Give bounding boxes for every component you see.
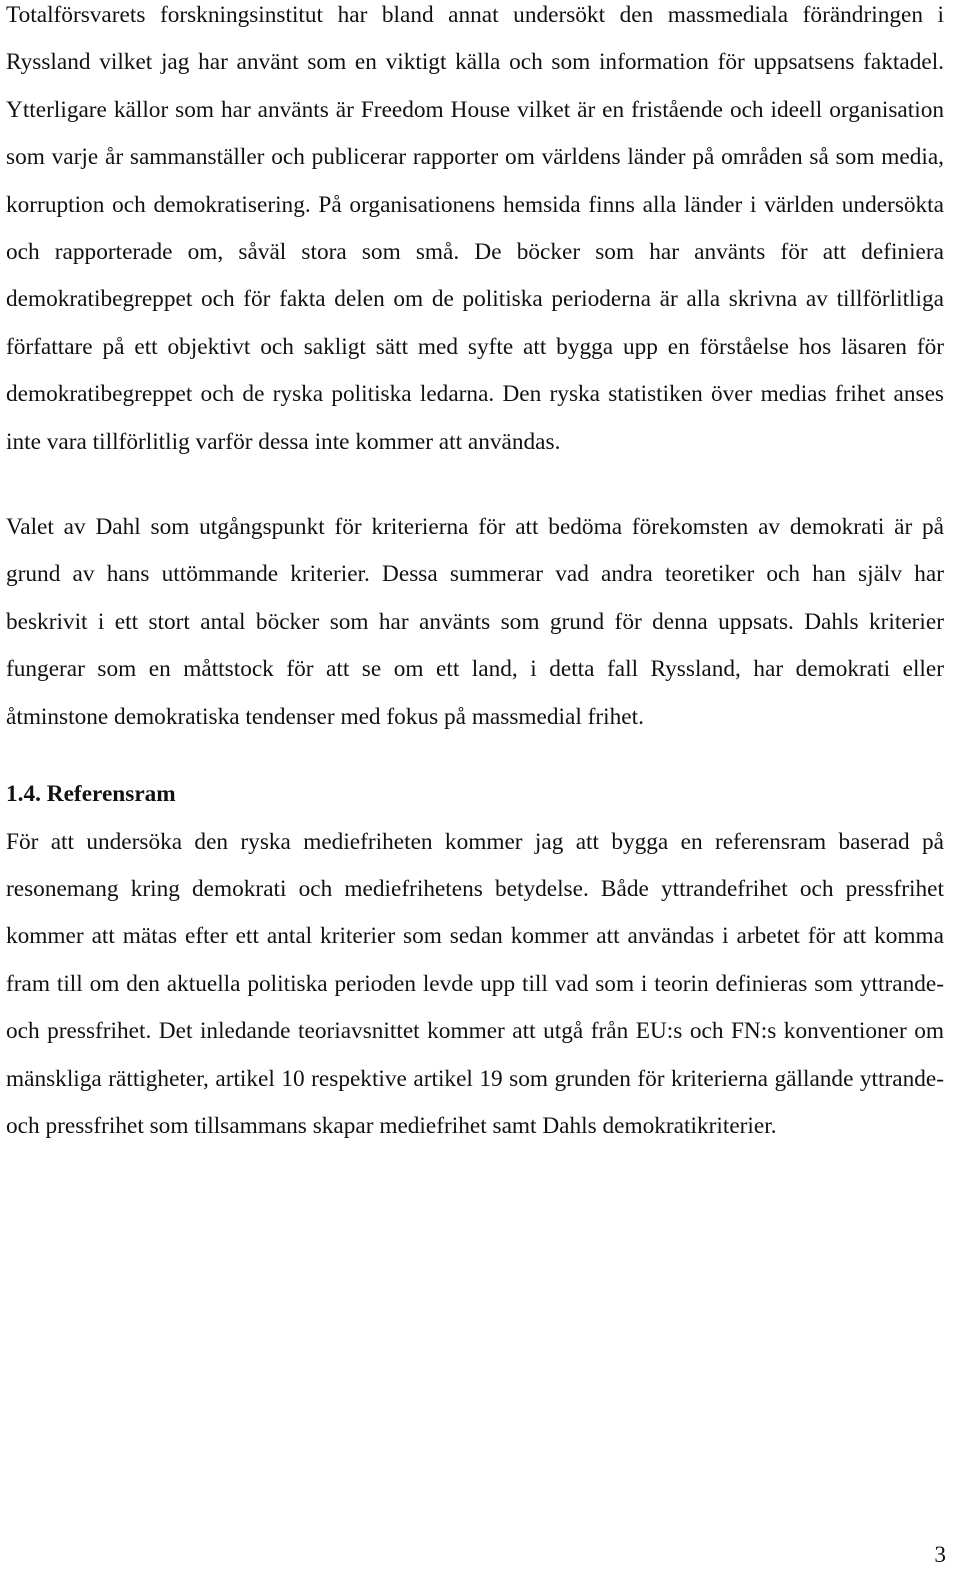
paragraph-sources: Totalförsvarets forskningsinstitut har bland annat undersökt den massmediala förändringen i Ryssland vilket jag har använt som en viktigt källa och som information för uppsatsens faktadel. Ytterligare källor som har använts är Freedom House vilket är en fristående och ideell organisation som varje år sammanställer och publicerar rapporter om världens länder på områden så som media, korruption och demokratisering. På organisationens hemsida finns alla länder i världen undersökta och rapporterade om, såväl stora som små. De böcker som har använts för att definiera demokratibegreppet och för fakta delen om de politiska perioderna är alla skrivna av tillförlitliga författare på ett objektivt och sakligt sätt med syfte att bygga upp en förståelse hos läsaren för demokratibegreppet och de ryska politiska ledarna. Den ryska statistiken över medias frihet anses inte vara tillförlitlig varför dessa inte kommer att användas. xyxy=(6,2,944,455)
section-heading: 1.4. Referensram xyxy=(6,781,176,808)
document-page xyxy=(6,0,944,1150)
page-number: 3 xyxy=(934,1542,946,1568)
paragraph-dahl-criteria: Valet av Dahl som utgångspunkt för kriterierna för att bedöma förekomsten av demokrati är på grund av hans uttömmande kriterier. Dessa summerar vad andra teoretiker och han själv har beskrivit i ett stort antal böcker som har använts som grund för denna uppsats. Dahls kriterier fungerar som en måttstock för att se om ett land, i detta fall Ryssland, har demokrati eller åtminstone demokratiska tendenser med fokus på massmedial frihet. xyxy=(6,514,944,730)
paragraph-reference-frame: För att undersöka den ryska mediefriheten kommer jag att bygga en referensram baserad på resonemang kring demokrati och mediefrihetens betydelse. Både yttrandefrihet och pressfrihet kommer att mätas efter ett antal kriterier som sedan kommer att användas i arbetet för att komma fram till om den aktuella politiska perioden levde upp till vad som i teorin definieras som yttrande- och pressfrihet. Det inledande teoriavsnittet kommer att utgå från EU:s och FN:s konventioner om mänskliga rättigheter, artikel 10 respektive artikel 19 som grunden för kriterierna gällande yttrande- och pressfrihet som tillsammans skapar mediefrihet samt Dahls demokratikriterier. xyxy=(6,828,944,1139)
